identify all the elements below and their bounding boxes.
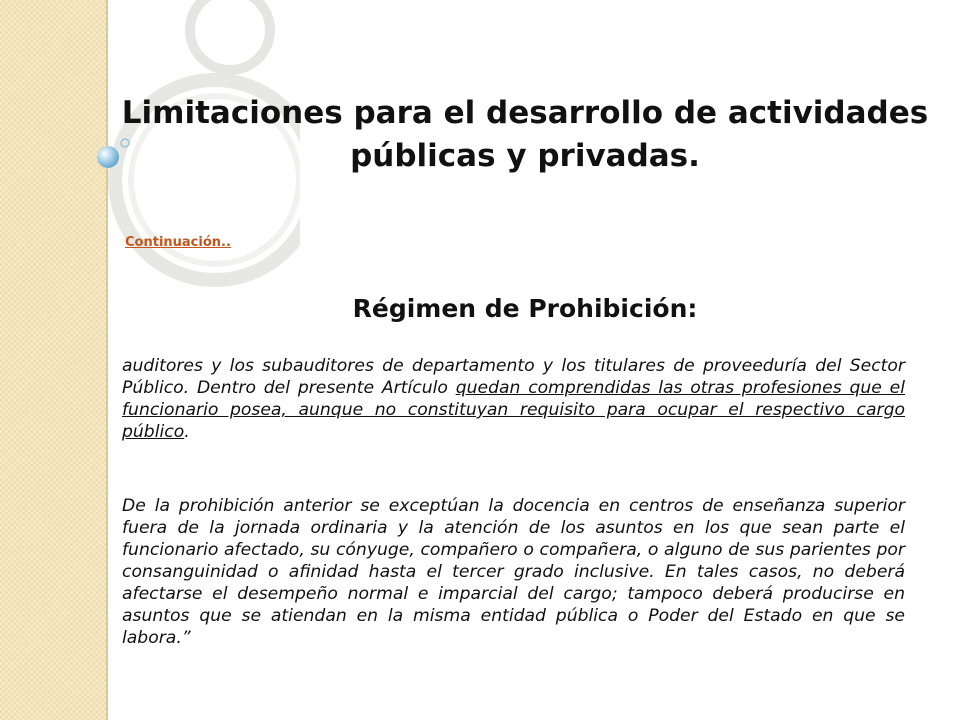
decorative-bubble-icon: [97, 146, 119, 168]
paragraph-1: [122, 355, 905, 443]
paragraph-2: De la prohibición anterior se exceptúan la docencia en centros de enseñanza superior fuera de la jornada ordinaria y la atención de los asuntos en los que sean parte el funcionario afectado, su cónyuge, compañero o compañera, o alguno de sus parientes por consanguinidad o afinidad hasta el tercer grado inclusive. En tales casos, no deberá afectarse el desempeño normal e imparcial del cargo; tampoco deberá producirse en asuntos que se atiendan en la misma entidad pública o Poder del Estado en que se labora.”: [122, 496, 905, 648]
continuation-label: Continuación..: [125, 235, 231, 250]
section-subtitle: Régimen de Prohibición:: [352, 294, 698, 323]
slide-title: Limitaciones para el desarrollo de actividades públicas y privadas.: [121, 95, 929, 175]
decorative-ring-icon: [190, 0, 270, 70]
paragraph-1-end: .: [184, 422, 190, 442]
paragraph-1-plain: auditores y los subauditores de departamento y los titulares de proveeduría del Sector Público. Dentro del presente Artículo: [122, 356, 905, 398]
paragraph-1-underlined: quedan comprendidas las otras profesiones que el funcionario posea, aunque no constituyan requisito para ocupar el respectivo cargo público: [122, 378, 906, 442]
